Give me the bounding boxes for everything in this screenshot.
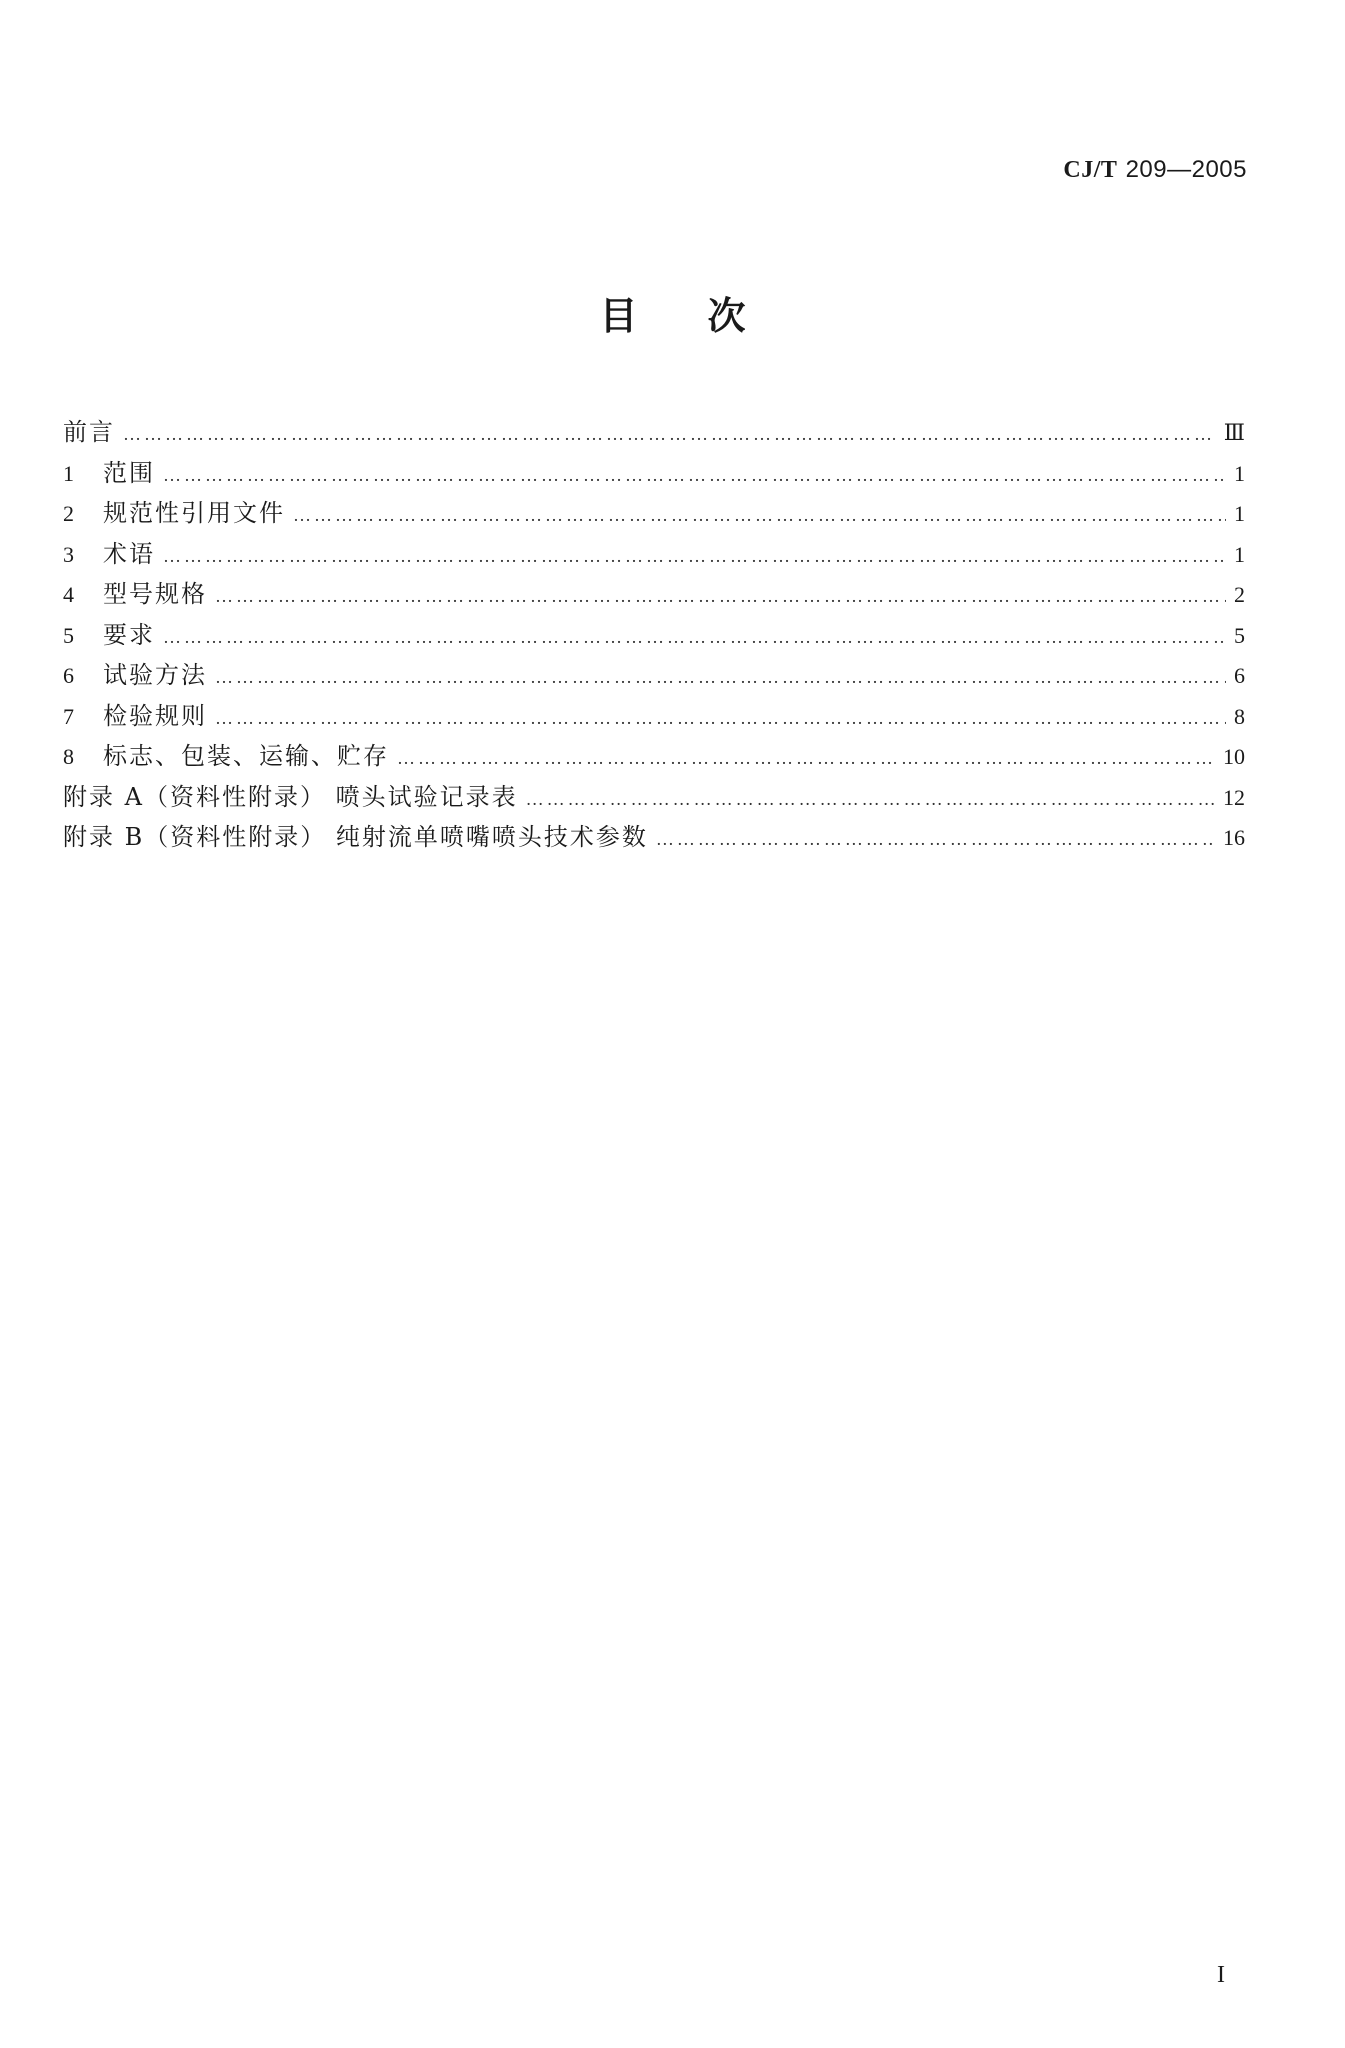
toc-entry-number: 6 xyxy=(63,663,74,688)
toc-entry-label: 规范性引用文件 xyxy=(103,499,285,527)
toc-entry-page: 1 xyxy=(1234,460,1245,486)
toc-entry-label: 要求 xyxy=(103,620,155,649)
toc-entry-number: 5 xyxy=(63,622,74,648)
toc-entry-number: 2 xyxy=(63,501,74,526)
toc-entry-3[interactable] xyxy=(63,534,1245,575)
toc-entry-appendix-b[interactable] xyxy=(63,817,1245,858)
toc-entry-label: 附录 A（资料性附录） 喷头试验记录表 xyxy=(63,782,518,811)
toc-dot-leader xyxy=(293,505,1226,526)
toc-entry-page: 5 xyxy=(1234,622,1245,648)
toc-entry-page: 16 xyxy=(1223,825,1245,850)
toc-entry-7[interactable] xyxy=(63,696,1245,737)
page-title: 目次 xyxy=(599,294,816,338)
toc-dot-leader xyxy=(656,829,1215,850)
toc-dot-leader xyxy=(215,667,1226,688)
toc-entry-label: 标志、包装、运输、贮存 xyxy=(103,742,389,770)
toc-entry-page: 1 xyxy=(1234,541,1245,567)
toc-entry-8[interactable] xyxy=(63,736,1245,777)
toc-entry-page: 8 xyxy=(1234,703,1245,729)
toc-entry-number: 7 xyxy=(63,703,74,729)
toc-entry-6[interactable] xyxy=(63,655,1245,696)
toc-entry-label: 前言 xyxy=(63,418,115,446)
toc-entry-number: 3 xyxy=(63,541,74,567)
toc-entry-number: 8 xyxy=(63,744,74,769)
toc-dot-leader xyxy=(163,627,1226,648)
toc-entry-label: 检验规则 xyxy=(103,701,207,730)
toc-dot-leader xyxy=(123,424,1216,445)
toc-entry-number: 1 xyxy=(63,460,74,486)
toc-dot-leader xyxy=(163,465,1226,486)
toc-dot-leader xyxy=(163,546,1226,567)
toc-dot-leader xyxy=(215,586,1226,607)
standard-code xyxy=(1063,155,1247,184)
toc-entry-2[interactable] xyxy=(63,493,1245,534)
toc-dot-leader xyxy=(215,708,1226,729)
toc-entry-5[interactable] xyxy=(63,615,1245,656)
toc-entry-label: 术语 xyxy=(103,539,155,568)
toc-entry-page: 12 xyxy=(1223,784,1245,810)
toc-dot-leader xyxy=(526,789,1215,810)
toc-entry-appendix-a[interactable] xyxy=(63,777,1245,818)
toc-entry-page: 2 xyxy=(1234,582,1245,607)
table-of-contents xyxy=(63,412,1245,858)
toc-entry-number: 4 xyxy=(63,582,74,607)
toc-entry-label: 型号规格 xyxy=(103,580,207,608)
toc-entry-label: 附录 B（资料性附录） 纯射流单喷嘴喷头技术参数 xyxy=(63,823,648,851)
toc-entry-foreword[interactable] xyxy=(63,412,1245,453)
page-number: I xyxy=(1217,1962,1225,1988)
standard-code-number: 209—2005 xyxy=(1125,156,1247,183)
toc-entry-page: Ⅲ xyxy=(1223,420,1245,445)
standard-code-prefix: CJ/T xyxy=(1063,157,1118,183)
toc-entry-page: 10 xyxy=(1223,744,1245,769)
toc-entry-1[interactable] xyxy=(63,453,1245,494)
toc-entry-page: 6 xyxy=(1234,663,1245,688)
toc-entry-page: 1 xyxy=(1234,501,1245,526)
toc-entry-label: 范围 xyxy=(103,458,155,487)
toc-dot-leader xyxy=(397,748,1215,769)
toc-entry-label: 试验方法 xyxy=(103,661,207,689)
toc-entry-4[interactable] xyxy=(63,574,1245,615)
